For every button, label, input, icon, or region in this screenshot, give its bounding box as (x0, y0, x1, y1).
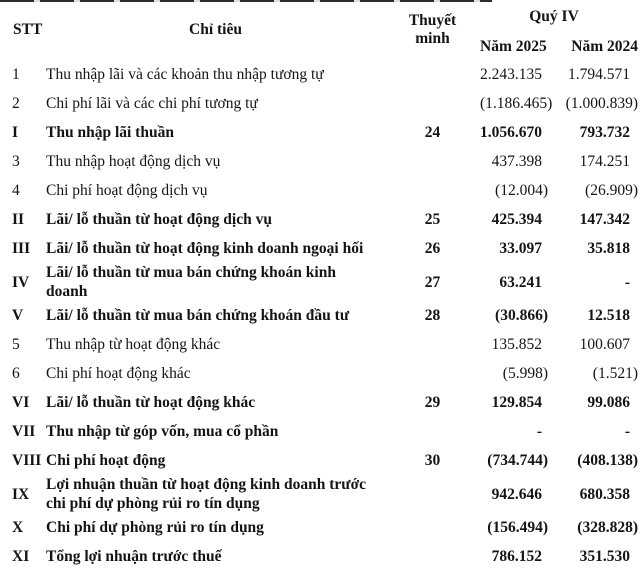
cell-note: 29 (424, 394, 441, 411)
header-chi-tieu: Chỉ tiêu (189, 21, 242, 38)
table-row (0, 330, 640, 359)
cell-label: Thu nhập lãi và các khoản thu nhập tương tự (46, 66, 324, 83)
header-stt: STT (13, 21, 43, 38)
cell-label: Lãi/ lỗ thuần từ hoạt động kinh doanh ngoại hối (46, 240, 364, 257)
cell-y2025: 2.243.135 (480, 66, 542, 83)
cell-y2025: (734.744) (487, 452, 548, 469)
cell-note (385, 89, 480, 118)
table-row (0, 513, 640, 542)
table-row (0, 446, 640, 475)
table-row (0, 89, 640, 118)
cell-y2025: 63.241 (499, 273, 542, 291)
table-row (0, 301, 640, 330)
cell-y2025: 129.854 (491, 394, 542, 411)
cell-stt: XI (12, 548, 30, 565)
cell-y2024: - (624, 423, 630, 440)
cell-note (385, 330, 480, 359)
cell-y2025: (156.494) (487, 519, 548, 536)
cell-stt: II (12, 211, 25, 228)
cell-y2024: (26.909) (585, 182, 638, 199)
cell-stt: III (12, 240, 31, 257)
cell-y2025: 942.646 (491, 485, 542, 503)
cell-y2025: - (536, 423, 542, 440)
cell-stt: 3 (12, 153, 20, 170)
cell-stt: VIII (12, 452, 42, 469)
table-row (0, 263, 640, 301)
cell-label: Chi phí hoạt động (46, 452, 166, 469)
cell-note: 28 (424, 307, 441, 324)
cell-stt: IV (12, 273, 30, 291)
table-row (0, 359, 640, 388)
table-row (0, 176, 640, 205)
header-nam-2024: Năm 2024 (571, 37, 638, 55)
cell-stt: VII (12, 423, 36, 440)
cell-note: 25 (424, 211, 441, 228)
table-row (0, 417, 640, 446)
cell-y2024: 793.732 (579, 124, 630, 141)
cell-note (385, 542, 480, 571)
cell-label: Chi phí lãi và các chi phí tương tự (46, 95, 258, 112)
cell-note (385, 176, 480, 205)
cell-note: 30 (424, 452, 441, 469)
cell-stt: 5 (12, 336, 20, 353)
header-thuyet-minh-text: Thuyết minh (408, 12, 457, 47)
cell-note (385, 60, 480, 89)
cell-y2024: 12.518 (587, 307, 630, 324)
cell-label: Chi phí hoạt động khác (46, 365, 191, 382)
cell-y2024: 174.251 (579, 153, 630, 170)
cell-stt: 2 (12, 95, 20, 112)
cell-y2024: (328.828) (577, 519, 638, 536)
cell-y2025: (12.004) (495, 182, 548, 199)
table-row (0, 60, 640, 89)
cell-note (385, 513, 480, 542)
cell-note (385, 359, 480, 388)
table-row (0, 205, 640, 234)
cell-label: Lãi/ lỗ thuần từ mua bán chứng khoán đầu tư (46, 307, 350, 324)
header-thuyet-minh (385, 0, 480, 60)
cell-stt: VI (12, 394, 30, 411)
cell-label: Thu nhập hoạt động dịch vụ (46, 153, 221, 170)
cell-label: Tổng lợi nhuận trước thuế (46, 548, 222, 565)
cell-y2025: 1.056.670 (480, 124, 542, 141)
cell-label: Thu nhập từ hoạt động khác (46, 336, 221, 353)
cell-y2025: (1.186.465) (480, 95, 553, 112)
cell-note (385, 417, 480, 446)
cell-stt: I (12, 124, 19, 141)
cell-stt: 4 (12, 182, 20, 199)
cell-y2024: (1.521) (592, 365, 638, 382)
cell-stt: IX (12, 485, 30, 503)
cell-y2024: 35.818 (587, 240, 630, 257)
cell-stt: 1 (12, 66, 20, 83)
scan-artifact-line (0, 0, 492, 2)
table-header (0, 0, 640, 60)
cell-note: 26 (424, 240, 441, 257)
cell-y2024: (1.000.839) (565, 95, 638, 112)
cell-label: Lãi/ lỗ thuần từ mua bán chứng khoán kinh doanh (46, 264, 336, 300)
cell-label: Chi phí dự phòng rủi ro tín dụng (46, 519, 264, 536)
cell-label: Thu nhập từ góp vốn, mua cổ phần (46, 423, 279, 440)
cell-label: Thu nhập lãi thuần (46, 124, 174, 141)
table-row (0, 388, 640, 417)
cell-y2025: 33.097 (499, 240, 542, 257)
cell-note (385, 147, 480, 176)
table-row (0, 118, 640, 147)
cell-y2024: 99.086 (587, 394, 630, 411)
cell-stt: V (12, 307, 24, 324)
table-row (0, 475, 640, 513)
cell-y2024: 100.607 (579, 336, 630, 353)
cell-label: Lợi nhuận thuần từ hoạt động kinh doanh trước chi phí dự phòng rủi ro tín dụng (46, 476, 367, 512)
header-quy-iv: Quý IV (529, 7, 579, 25)
header-nam-2025: Năm 2025 (480, 37, 547, 55)
cell-y2024: 680.358 (579, 485, 630, 503)
cell-y2025: 425.394 (491, 211, 542, 228)
cell-y2025: 437.398 (491, 153, 542, 170)
cell-y2025: 135.852 (491, 336, 542, 353)
cell-label: Lãi/ lỗ thuần từ hoạt động dịch vụ (46, 211, 272, 228)
cell-y2025: (30.866) (495, 307, 548, 324)
cell-stt: X (12, 519, 24, 536)
cell-note: 27 (424, 273, 441, 291)
cell-y2025: 786.152 (491, 548, 542, 565)
cell-y2024: (408.138) (577, 452, 638, 469)
cell-label: Chi phí hoạt động dịch vụ (46, 182, 208, 199)
table-row (0, 147, 640, 176)
cell-y2024: 1.794.571 (568, 66, 630, 83)
cell-note: 24 (424, 124, 441, 141)
cell-y2025: (5.998) (502, 365, 548, 382)
table-row (0, 542, 640, 571)
table-row (0, 234, 640, 263)
cell-stt: 6 (12, 365, 20, 382)
table-body (0, 60, 640, 571)
cell-y2024: 351.530 (579, 548, 630, 565)
cell-label: Lãi/ lỗ thuần từ hoạt động khác (46, 394, 256, 411)
cell-y2024: - (624, 273, 630, 291)
cell-note (385, 475, 480, 513)
cell-y2024: 147.342 (579, 211, 630, 228)
